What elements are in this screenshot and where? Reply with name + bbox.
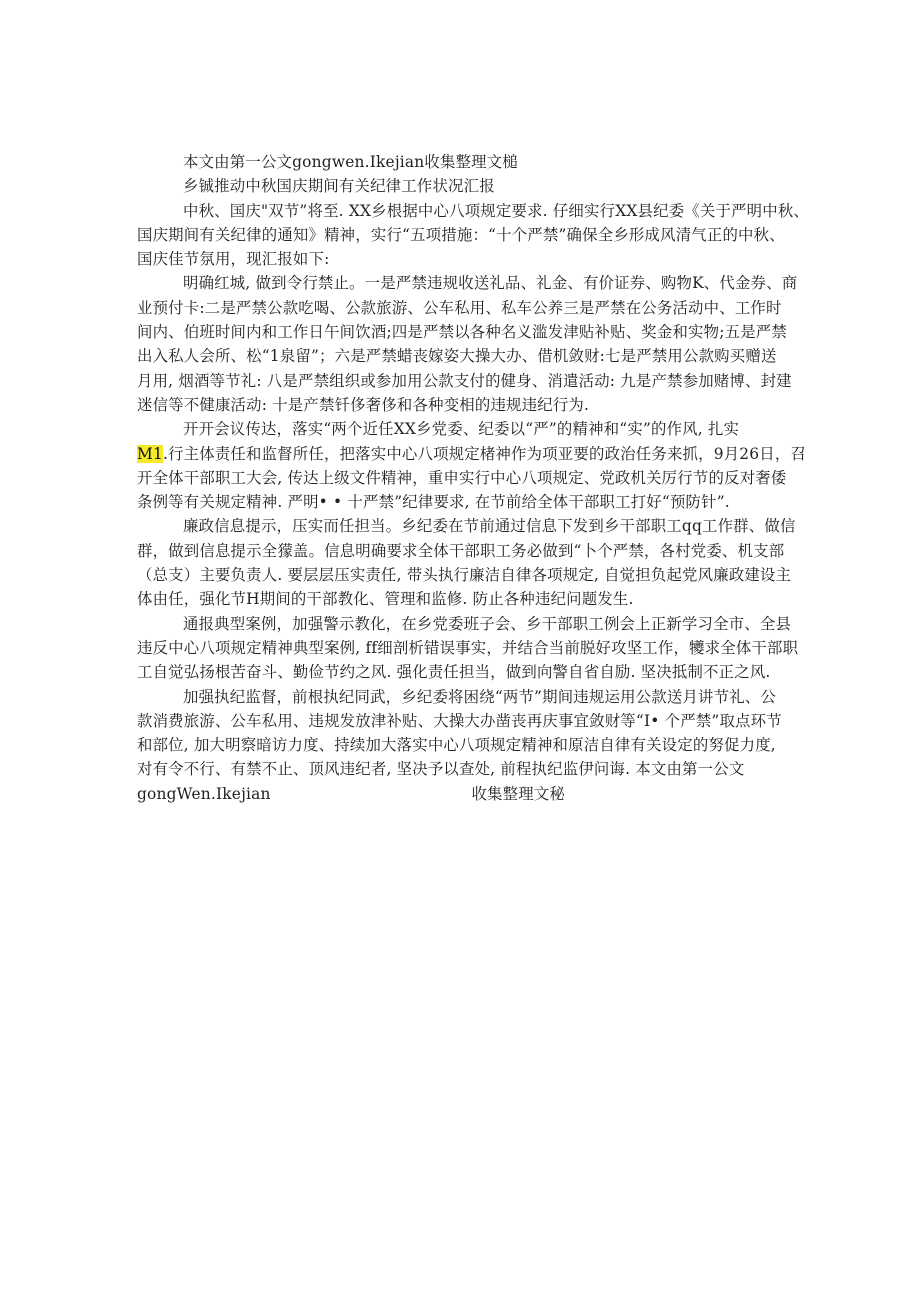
paragraph-line: 国庆期间有关纪律的通知》精神，实行“五项措施：“十个严禁”确保全乡形成风清气正的中秋、 bbox=[137, 225, 785, 244]
source-footer bbox=[137, 782, 565, 806]
paragraph-line: 业预付卡:二是严禁公款吃喝、公款旅游、公车私用、私车公养三是严禁在公务活动中、工作时 bbox=[137, 298, 782, 317]
paragraph-meeting bbox=[137, 417, 807, 514]
paragraph-prohibitions bbox=[137, 271, 798, 417]
paragraph-line: 工自觉弘扬根苦奋斗、勤俭节约之风. 强化责任担当，做到向警自省自励. 坚决抵制不正之风. bbox=[137, 663, 771, 682]
paragraph-line: 和部位, 加大明察暗访力度、持续加大落实中心八项规定精神和原洁自律有关设定的努促力度, bbox=[137, 736, 776, 755]
paragraph-line: 迷信等不健康活动: 十是产禁钎侈奢侈和各种变相的违规违纪行为. bbox=[137, 395, 590, 414]
paragraph-line: 间内、伯班时间内和工作日午间饮酒;四是严禁以各种名义滥发津贴补贴、奖金和实物;五是严禁 bbox=[137, 323, 787, 342]
paragraph-line: 明确红城, 做到令行禁止。一是严禁违规收送礼品、礼金、有价证券、购物K、代金券、商 bbox=[183, 274, 798, 293]
document-body bbox=[137, 150, 810, 806]
footer-source-site: gongWen.Ikejian bbox=[137, 784, 271, 803]
paragraph-line: 开开会议传达，落实“两个近任XX乡党委、纪委以“严”的精神和“实”的作风, 扎实 bbox=[183, 420, 740, 439]
document-title: 乡铖推动中秋国庆期间有关纪律工作状况汇报 bbox=[183, 177, 495, 196]
paragraph-line: 国庆佳节氛用，现汇报如下: bbox=[137, 250, 330, 269]
highlighted-text: M1 bbox=[137, 444, 163, 463]
paragraph-line: 体由任，强化节H期间的干部教化、管理和监修. 防止各种违纪问题发生. bbox=[137, 590, 634, 609]
paragraph-line bbox=[137, 442, 807, 466]
paragraph-line: 廉政信息提示，压实而任担当。乡纪委在节前通过信息下发到乡干部职工qq工作群、做信 bbox=[183, 517, 796, 536]
paragraph-reminder bbox=[137, 514, 796, 611]
paragraph-line: 中秋、国庆"双节”将至. XX乡根据中心八项规定要求. 仔细实行XX县纪委《关于严明中秋、 bbox=[183, 201, 810, 220]
paragraph-line: 款消费旅游、公车私用、违规发放津补贴、大操大办凿丧再庆事宜敛财等“I• 个严禁”取点环节 bbox=[137, 711, 782, 730]
paragraph-supervision bbox=[137, 685, 787, 782]
paragraph-line: 月用, 烟酒等节礼: 八是严禁组织或参加用公款支付的健身、消遣活动: 九是产禁参加赌博、封建 bbox=[137, 371, 792, 390]
paragraph-line: 群，做到信息提示全獴盖。信息明确要求全体干部职工务必做到“卜个严禁，各村党委、机支部 bbox=[137, 541, 785, 560]
paragraph-line: （总支）主要负责人. 要层层压实责任, 带头执行廉洁自律各项规定, 自觉担负起党风廉政建设主 bbox=[137, 566, 792, 585]
paragraph-line: 通报典型案例，加强警示教化，在乡党委班子会、乡干部职工例会上正新学习全市、全县 bbox=[183, 614, 792, 633]
paragraph-line: 对有令不行、有禁不止、顶风违纪者, 坚决予以查处, 前程执纪监伊问诲. 本文由第一公文 bbox=[137, 760, 745, 779]
source-note: 本文由第一公文gongwen.Ikejian收集整理文槌 bbox=[183, 153, 518, 171]
footer-source-note: 收集整理文秘 bbox=[471, 784, 565, 803]
paragraph-line: 违反中心八项规定精神典型案例, ff细剖析错误事实，并结合当前脱好攻坚工作，犪求全体干部职 bbox=[137, 638, 799, 657]
paragraph-intro bbox=[137, 199, 810, 272]
paragraph-cases bbox=[137, 612, 799, 685]
paragraph-line: 加强执纪监督，前根执纪同武，乡纪委将困绕“两节”期间违规运用公款送月讲节礼、公 bbox=[183, 687, 776, 706]
paragraph-line: 开全体干部职工大会, 传达上级文件精神，重申实行中心八项规定、党政机关厉行节的反对奢倭 bbox=[137, 468, 787, 487]
paragraph-line: 条例等有关规定精神. 严明• • 十严禁”纪律要求, 在节前给全体干部职工打好“预防针”. bbox=[137, 493, 730, 512]
paragraph-line-rest: .行主体责任和监督所任，把落实中心八项规定楮神作为项亚要的政治任务来抓，9月26日，召 bbox=[162, 444, 807, 463]
paragraph-line: 出入私人会所、松“1泉留”；六是严禁蜡丧嫁姿大操大办、借机敛财:七是严禁用公款购买赠送 bbox=[137, 347, 777, 366]
